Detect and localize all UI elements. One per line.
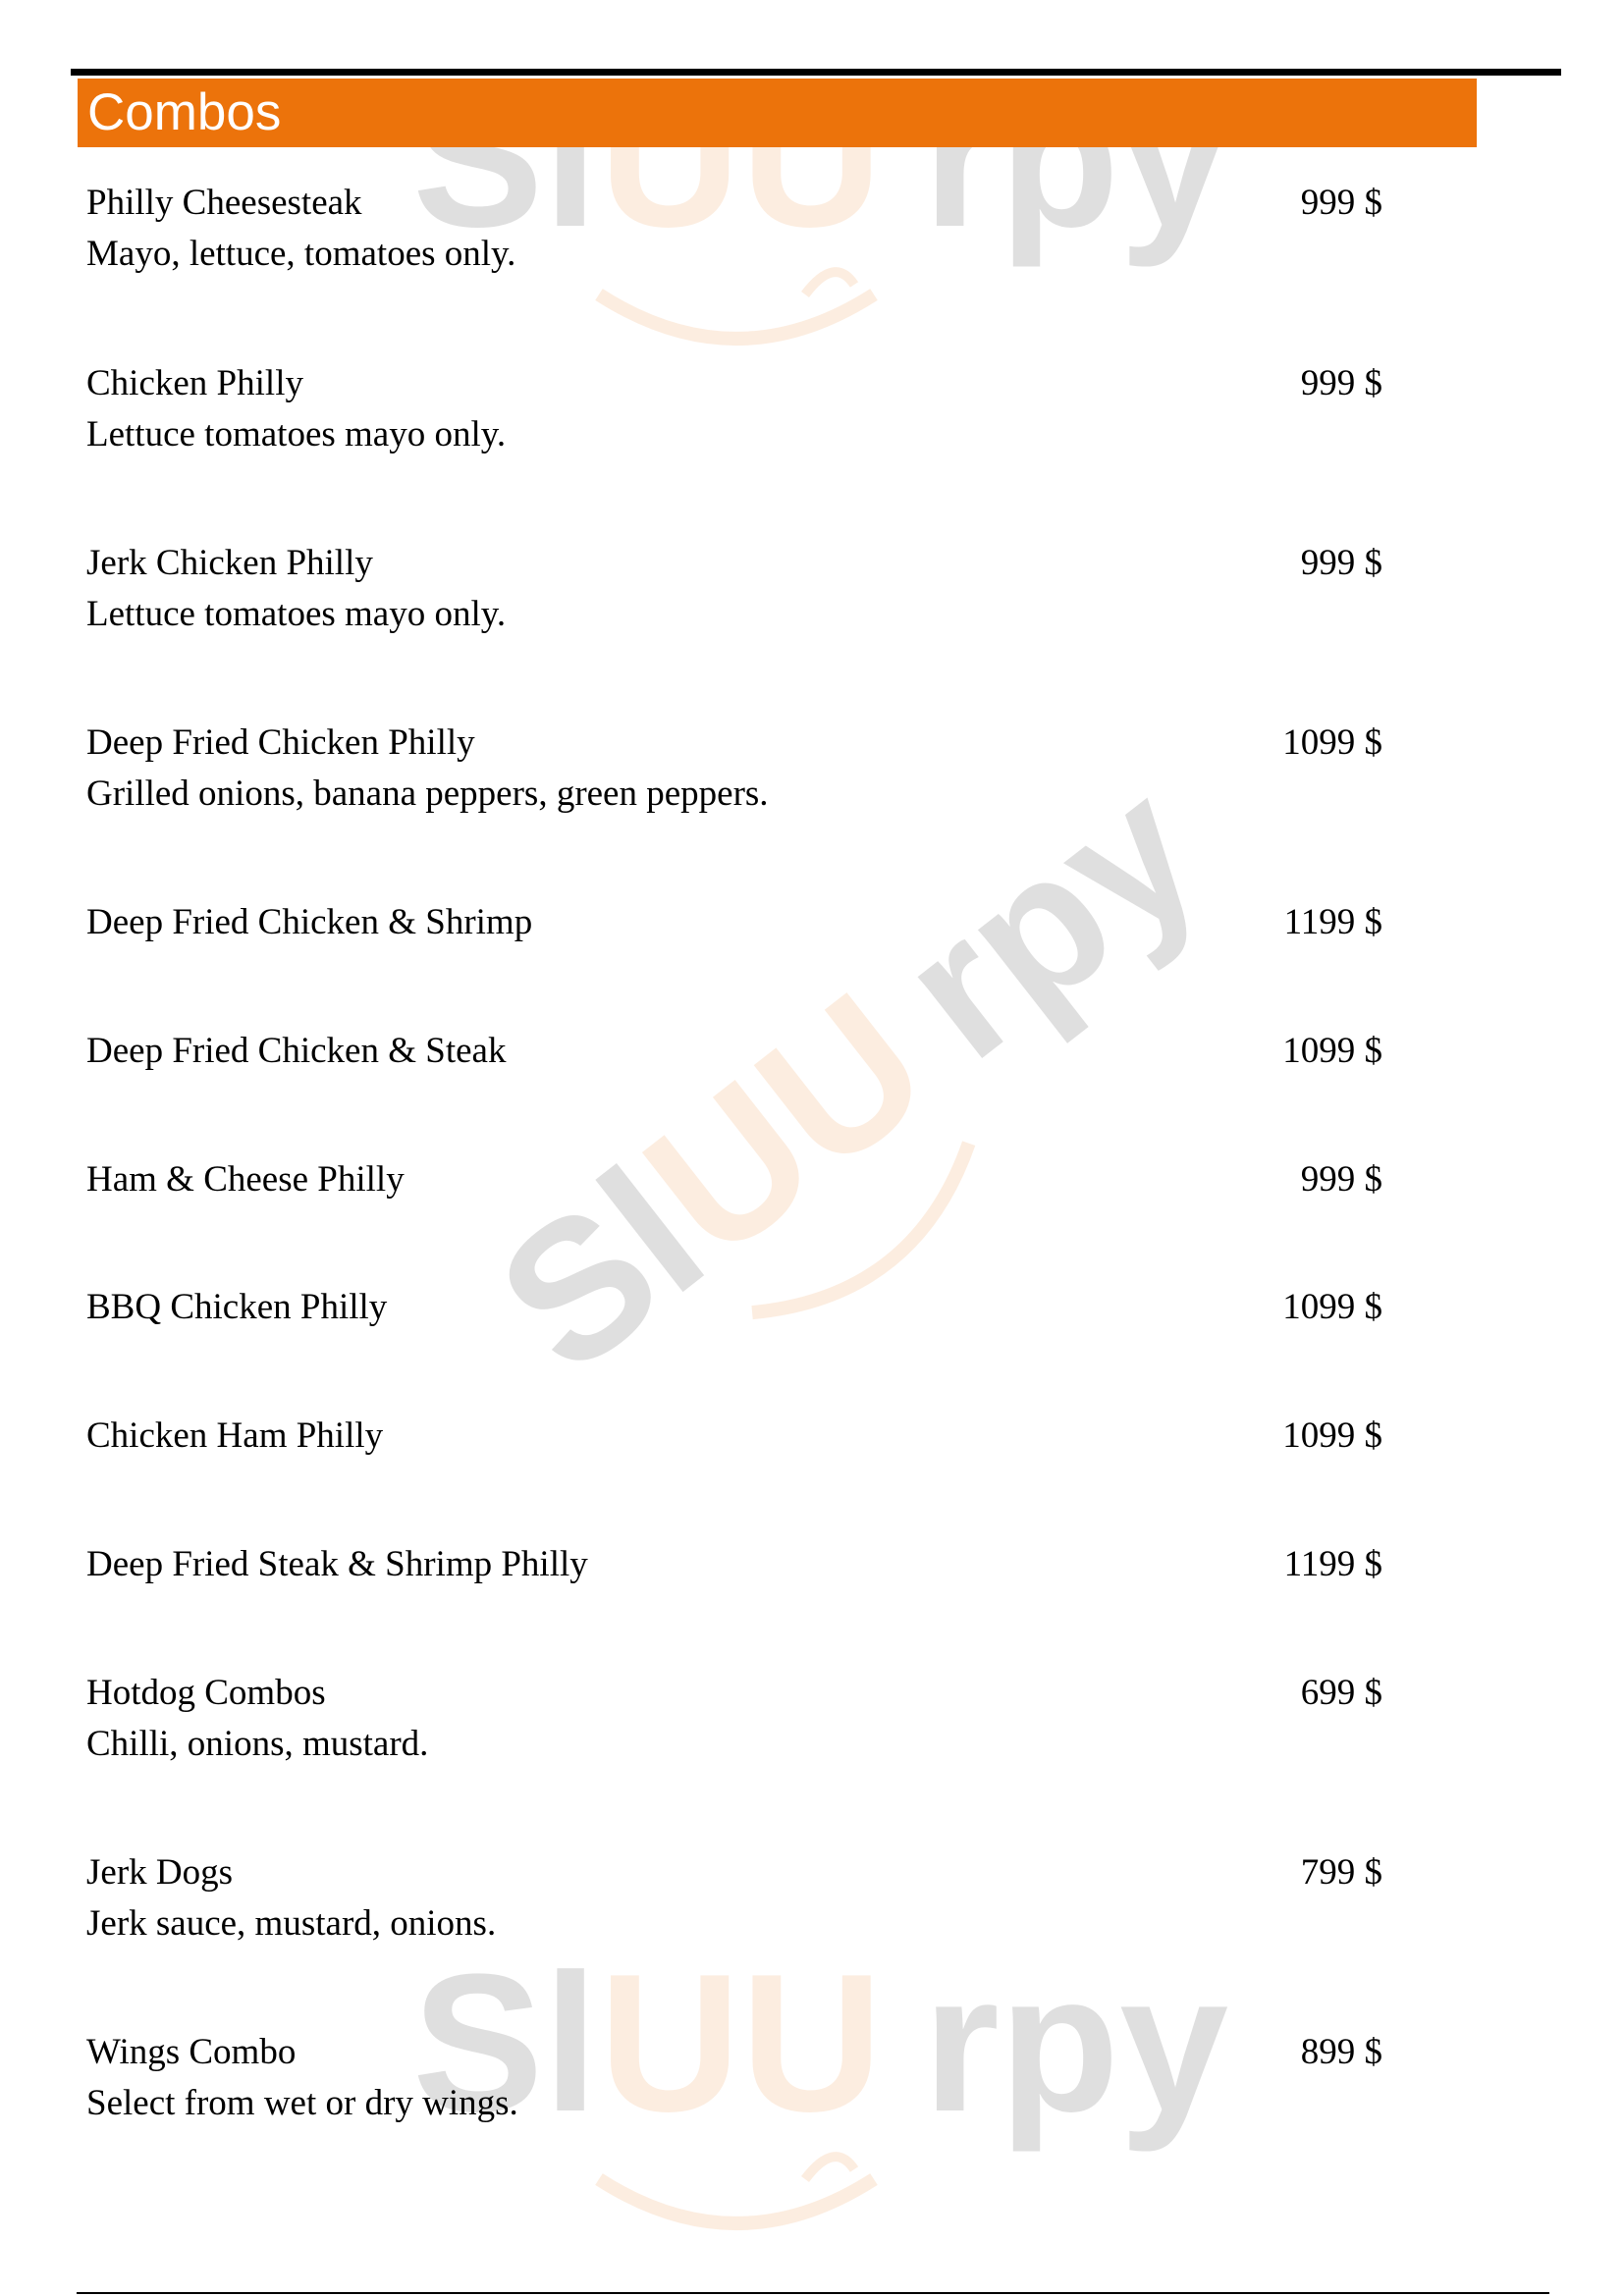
svg-text:Sl: Sl xyxy=(460,1127,741,1415)
item-name: Ham & Cheese Philly xyxy=(86,1159,405,1200)
item-description: Grilled onions, banana peppers, green peppers. xyxy=(86,774,769,814)
item-name: Deep Fried Chicken & Shrimp xyxy=(86,902,533,942)
item-name: Wings Combo xyxy=(86,2032,297,2072)
item-description: Jerk sauce, mustard, onions. xyxy=(86,1903,497,1944)
item-name: Deep Fried Chicken Philly xyxy=(86,722,475,763)
menu-item xyxy=(86,1154,1382,1205)
section-title: Combos xyxy=(87,83,282,141)
item-description: Chilli, onions, mustard. xyxy=(86,1724,429,1764)
item-description: Mayo, lettuce, tomatoes only. xyxy=(86,234,516,274)
item-description: Lettuce tomatoes mayo only. xyxy=(86,414,507,454)
menu-item xyxy=(86,1026,1382,1077)
item-price: 1199 $ xyxy=(1283,1544,1382,1584)
bottom-divider xyxy=(77,2292,1549,2294)
menu-item xyxy=(86,1668,1382,1770)
svg-text:rpy: rpy xyxy=(923,1934,1229,2153)
item-description: Select from wet or dry wings. xyxy=(86,2083,518,2123)
item-price: 1099 $ xyxy=(1282,1031,1382,1071)
section-header xyxy=(78,79,1477,147)
svg-text:UU: UU xyxy=(599,49,883,268)
item-name: BBQ Chicken Philly xyxy=(86,1287,388,1327)
item-name: Jerk Chicken Philly xyxy=(86,543,373,583)
item-price: 1199 $ xyxy=(1283,902,1382,942)
top-divider xyxy=(71,69,1561,76)
svg-text:rpy: rpy xyxy=(862,739,1238,1100)
item-price: 1099 $ xyxy=(1282,722,1382,763)
item-price: 999 $ xyxy=(1300,363,1382,403)
item-price: 1099 $ xyxy=(1282,1287,1382,1327)
item-price: 899 $ xyxy=(1300,2032,1382,2072)
item-price: 999 $ xyxy=(1300,543,1382,583)
menu-item xyxy=(86,718,1382,820)
svg-text:UU: UU xyxy=(599,1934,883,2153)
item-name: Chicken Philly xyxy=(86,363,303,403)
item-description: Lettuce tomatoes mayo only. xyxy=(86,594,507,634)
item-name: Deep Fried Chicken & Steak xyxy=(86,1031,507,1071)
item-name: Deep Fried Steak & Shrimp Philly xyxy=(86,1544,588,1584)
item-name: Jerk Dogs xyxy=(86,1852,234,1893)
item-price: 1099 $ xyxy=(1282,1415,1382,1456)
svg-text:rpy: rpy xyxy=(923,49,1229,268)
item-name: Philly Cheesesteak xyxy=(86,183,362,223)
menu-item xyxy=(86,538,1382,640)
menu-item xyxy=(86,1847,1382,1949)
menu-item xyxy=(86,178,1382,280)
item-price: 999 $ xyxy=(1300,1159,1382,1200)
item-name: Hotdog Combos xyxy=(86,1673,326,1713)
menu-item xyxy=(86,358,1382,460)
svg-text:Sl: Sl xyxy=(412,1934,598,2153)
menu-item xyxy=(86,897,1382,948)
item-name: Chicken Ham Philly xyxy=(86,1415,384,1456)
item-price: 699 $ xyxy=(1300,1673,1382,1713)
svg-text:UU: UU xyxy=(607,952,966,1300)
svg-text:Sl: Sl xyxy=(412,49,598,268)
menu-item xyxy=(86,1282,1382,1333)
menu-item xyxy=(86,2027,1382,2129)
menu-item xyxy=(86,1411,1382,1462)
item-price: 999 $ xyxy=(1300,183,1382,223)
item-price: 799 $ xyxy=(1300,1852,1382,1893)
menu-item xyxy=(86,1539,1382,1590)
